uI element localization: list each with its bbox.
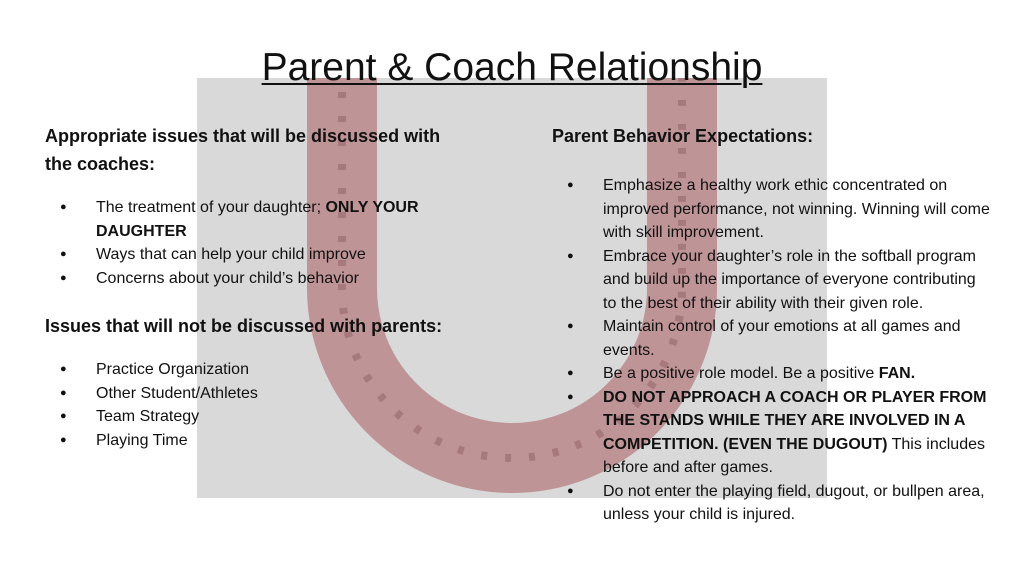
left-column (45, 122, 465, 452)
list-item: ● Be a positive role model. Be a positive FAN. (552, 362, 992, 386)
behavior-expectations-list (552, 174, 992, 527)
list-item: ● Practice Organization (45, 358, 465, 382)
not-discussed-issues-list (45, 358, 465, 452)
list-item: ● DO NOT APPROACH A COACH OR PLAYER FROM THE STANDS WHILE THEY ARE INVOLVED IN A COMPETITION. (EVEN THE DUGOUT) This includes before and after games. (552, 386, 992, 480)
list-item: ● Team Strategy (45, 405, 465, 429)
list-item: ● Do not enter the playing field, dugout, or bullpen area, unless your child is injured. (552, 480, 992, 527)
list-item: ● Ways that can help your child improve (45, 243, 465, 267)
list-item: ● Maintain control of your emotions at all games and events. (552, 315, 992, 362)
list-item: ● Concerns about your child’s behavior (45, 267, 465, 291)
right-column (552, 122, 992, 527)
not-discussed-issues-heading: Issues that will not be discussed with parents: (45, 316, 443, 336)
behavior-expectations-heading: Parent Behavior Expectations: (552, 126, 814, 146)
list-item: ● Embrace your daughter’s role in the softball program and build up the importance of everyone contributing to the best of their ability with their given role. (552, 245, 992, 316)
list-item: ● The treatment of your daughter; ONLY YOUR DAUGHTER (45, 196, 465, 243)
page-title: Parent & Coach Relationship (261, 46, 763, 89)
discussed-issues-heading: Appropriate issues that will be discussed with the coaches: (45, 126, 441, 174)
list-item: ● Emphasize a healthy work ethic concentrated on improved performance, not winning. Winning will come with skill improvement. (552, 174, 992, 245)
list-item: ● Playing Time (45, 429, 465, 453)
list-item: ● Other Student/Athletes (45, 382, 465, 406)
discussed-issues-list (45, 196, 465, 290)
